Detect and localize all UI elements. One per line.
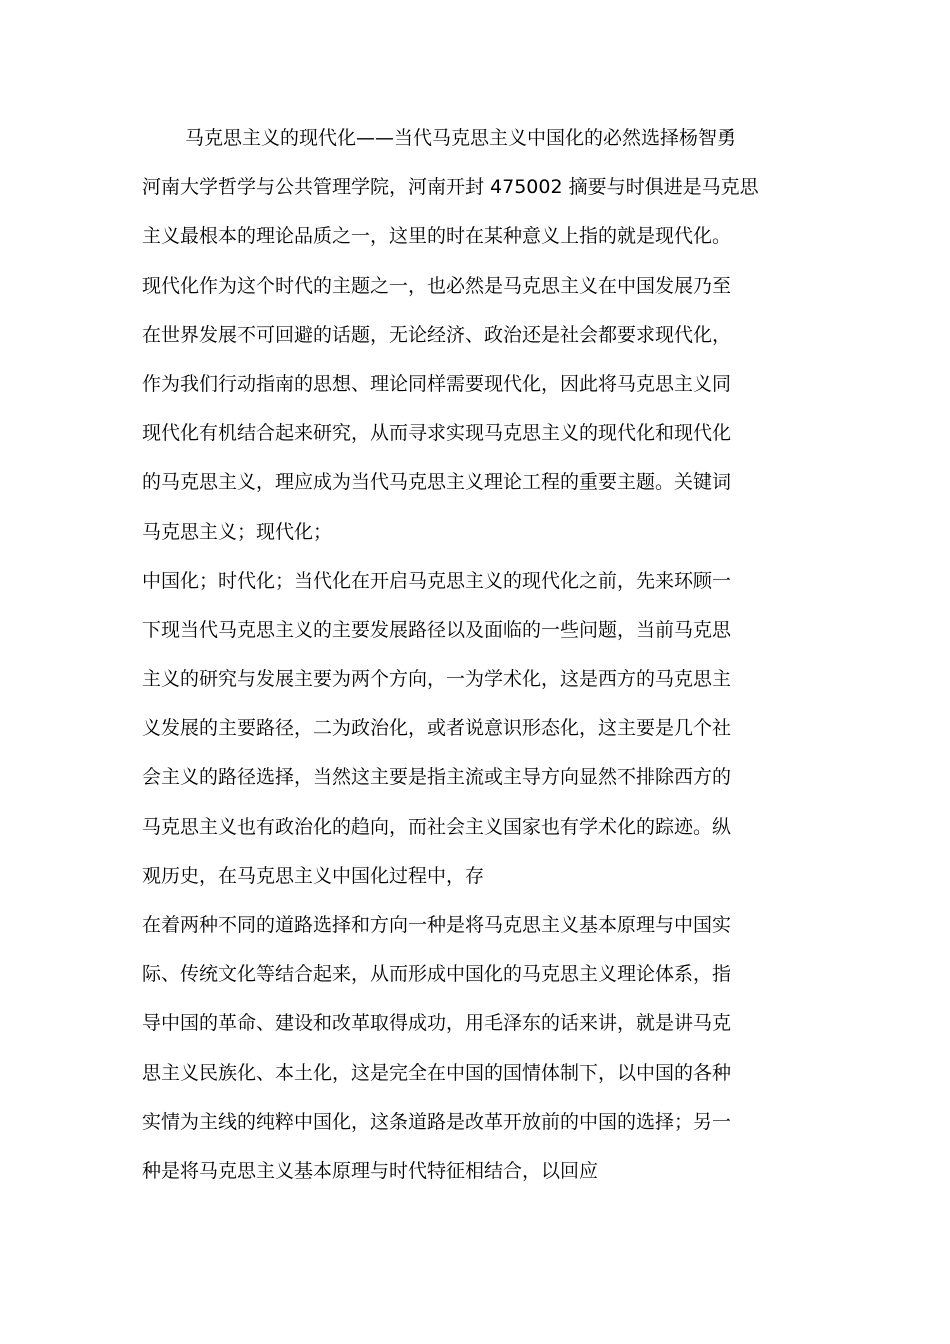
document-body <box>142 114 842 1196</box>
paragraph-line: 中国化；时代化；当代化在开启马克思主义的现代化之前，先来环顾一 <box>142 569 732 592</box>
paragraph-line: 现代化作为这个时代的主题之一，也必然是马克思主义在中国发展乃至 <box>142 274 732 297</box>
paragraph-line: 在世界发展不可回避的话题，无论经济、政治还是社会都要求现代化， <box>142 323 732 346</box>
paragraph-line: 马克思主义的现代化——当代马克思主义中国化的必然选择杨智勇 <box>185 127 737 149</box>
paragraph-line: 导中国的革命、建设和改革取得成功，用毛泽东的话来讲，就是讲马克 <box>142 1012 732 1035</box>
paragraph-line: 作为我们行动指南的思想、理论同样需要现代化，因此将马克思主义同 <box>142 372 732 395</box>
paragraph-line: 观历史，在马克思主义中国化过程中，存 <box>142 864 485 887</box>
paragraph-line: 主义的研究与发展主要为两个方向，一为学术化，这是西方的马克思主 <box>142 668 732 691</box>
paragraph-line: 义发展的主要路径，二为政治化，或者说意识形态化，这主要是几个社 <box>142 717 732 740</box>
paragraph-line: 马克思主义；现代化； <box>142 520 333 543</box>
paragraph-line: 马克思主义也有政治化的趋向，而社会主义国家也有学术化的踪迹。纵 <box>142 815 732 838</box>
paragraph-line: 现代化有机结合起来研究，从而寻求实现马克思主义的现代化和现代化 <box>142 422 732 445</box>
paragraph-line: 种是将马克思主义基本原理与时代特征相结合，以回应 <box>142 1159 599 1182</box>
paragraph-line: 会主义的路径选择，当然这主要是指主流或主导方向显然不排除西方的 <box>142 766 732 789</box>
paragraph-line: 在着两种不同的道路选择和方向一种是将马克思主义基本原理与中国实 <box>142 914 732 936</box>
paragraph-line: 主义最根本的理论品质之一，这里的时在某种意义上指的就是现代化。 <box>142 225 732 248</box>
paragraph-line: 下现当代马克思主义的主要发展路径以及面临的一些问题，当前马克思 <box>142 618 732 641</box>
paragraph-line: 的马克思主义，理应成为当代马克思主义理论工程的重要主题。关键词 <box>142 471 732 494</box>
paragraph-line: 实情为主线的纯粹中国化，这条道路是改革开放前的中国的选择；另一 <box>142 1110 732 1133</box>
paragraph-line: 际、传统文化等结合起来，从而形成中国化的马克思主义理论体系，指 <box>142 963 732 986</box>
paragraph-line: 思主义民族化、本土化，这是完全在中国的国情体制下，以中国的各种 <box>142 1061 732 1084</box>
paragraph-line: 河南大学哲学与公共管理学院，河南开封 475002 摘要与时俱进是马克思 <box>142 176 759 199</box>
